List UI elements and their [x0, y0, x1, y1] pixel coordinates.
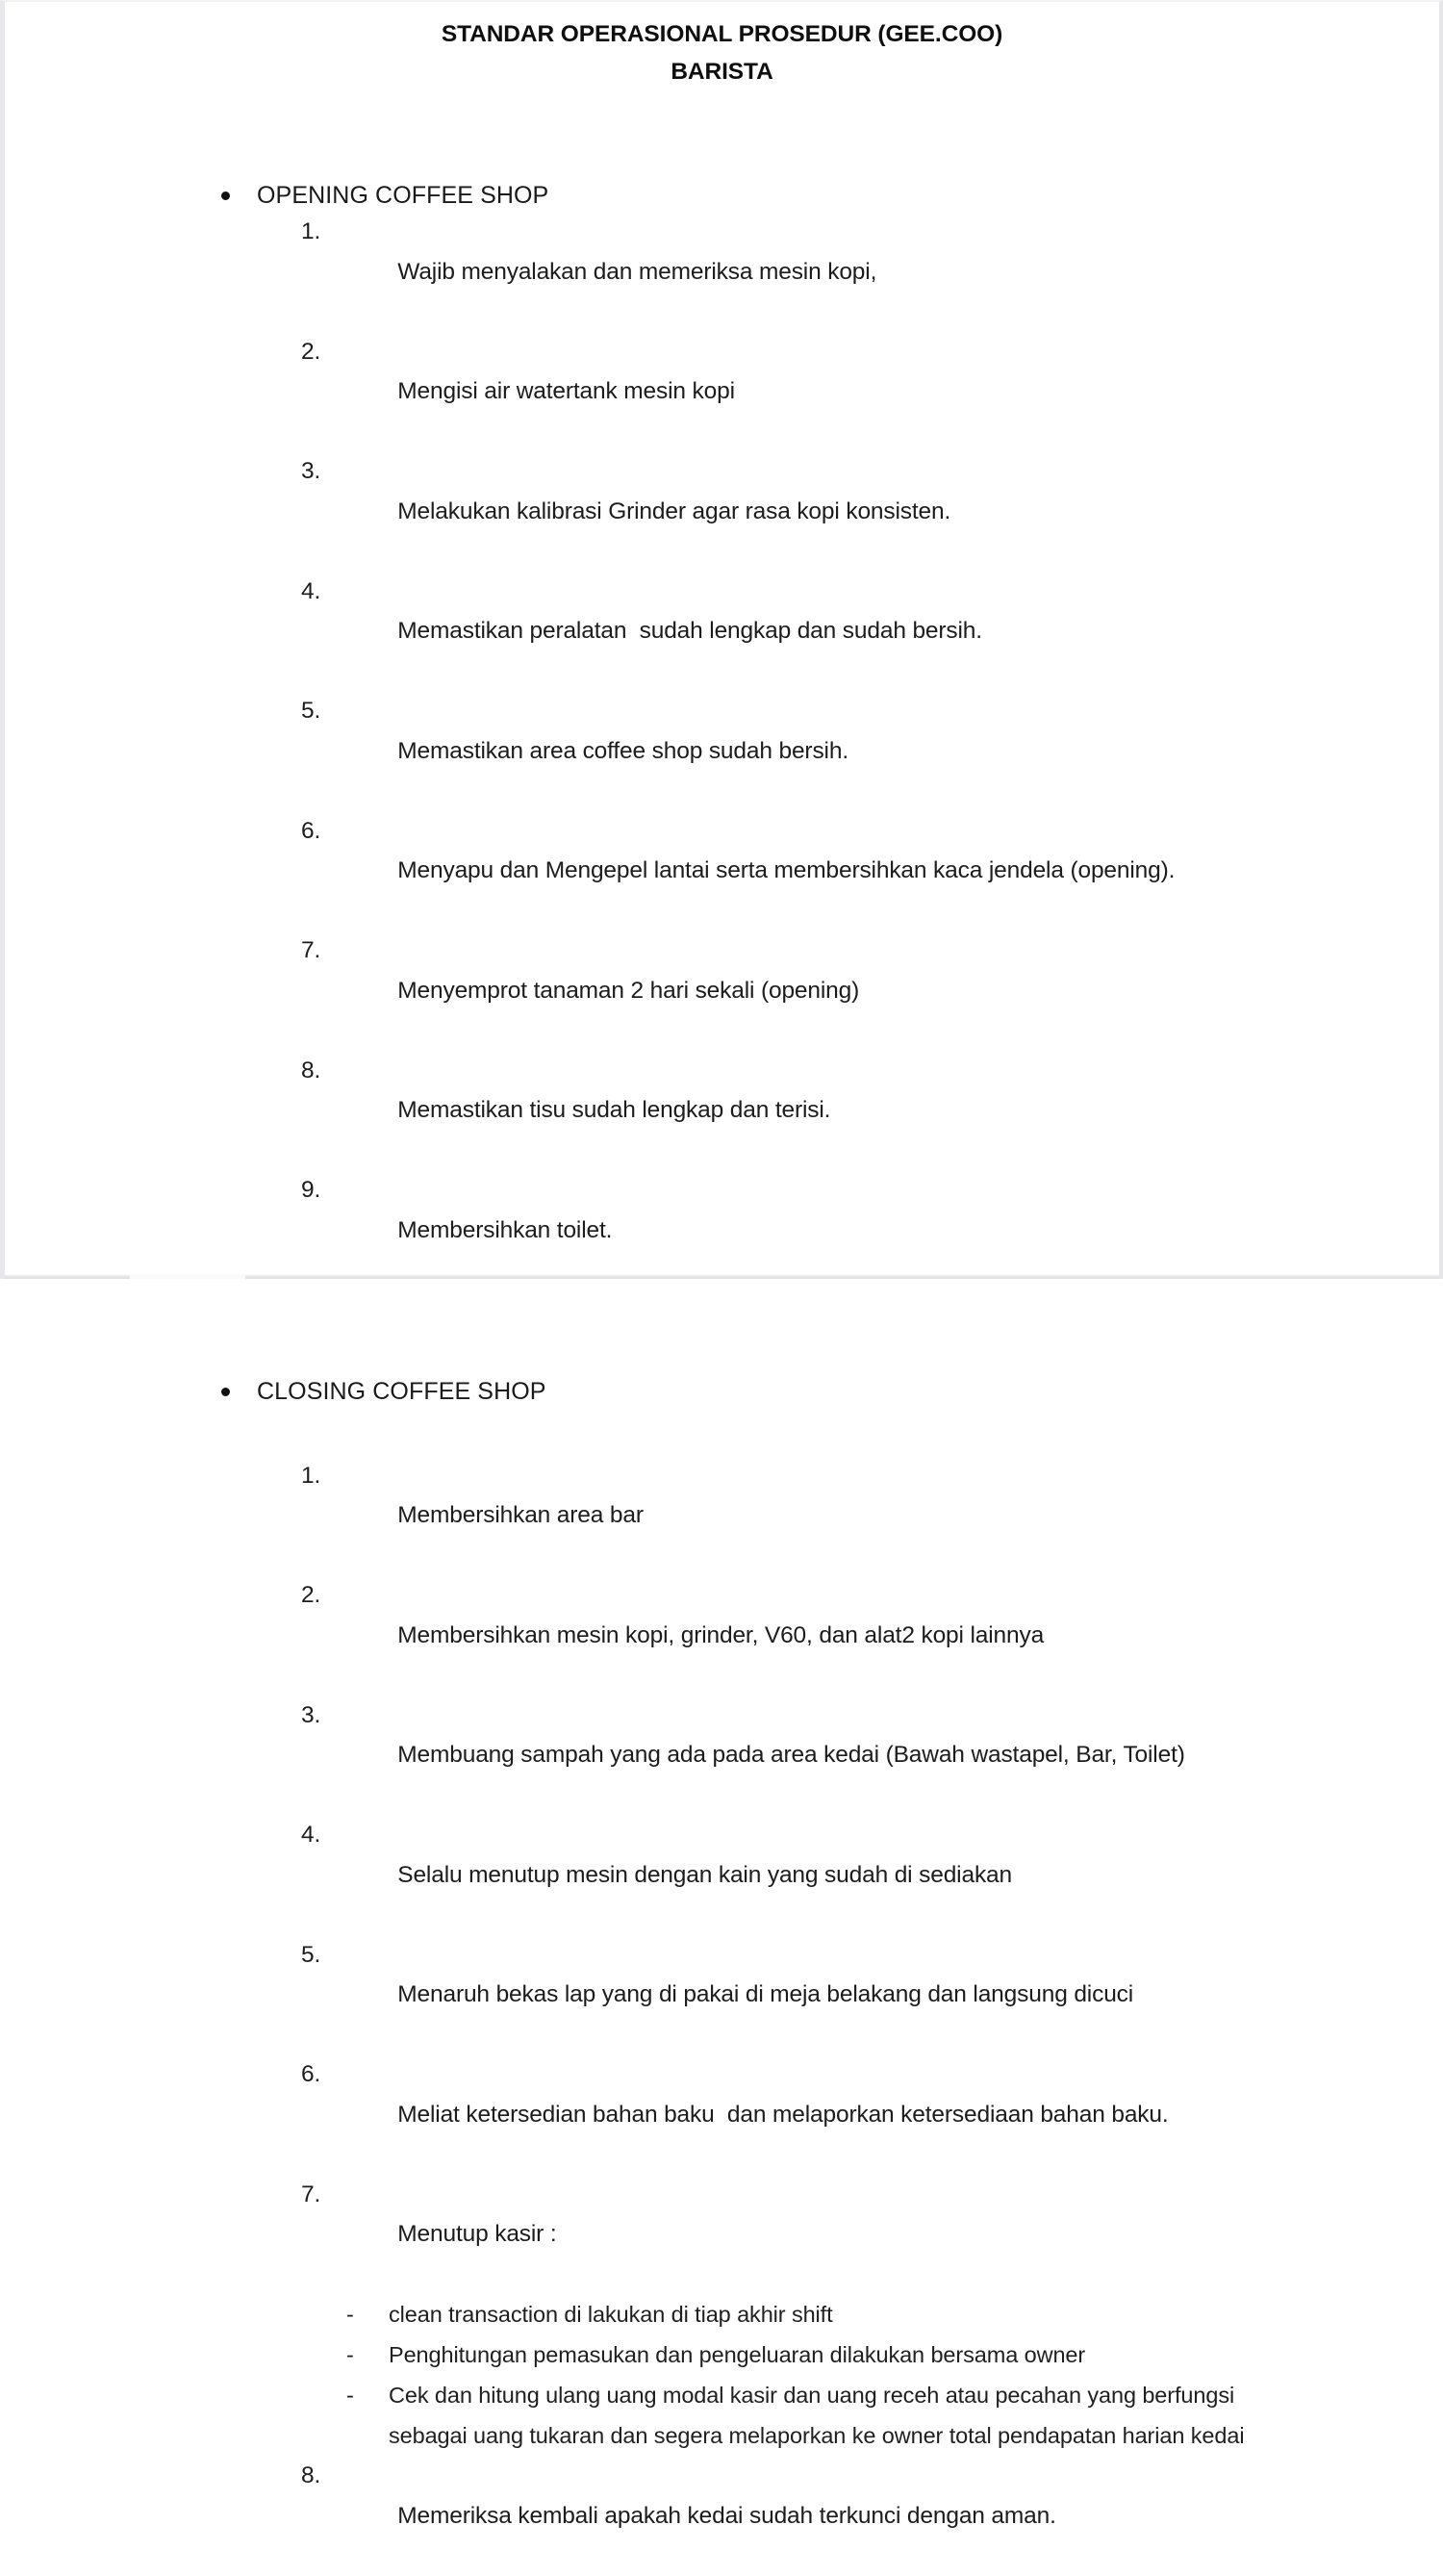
- kasir-sub-list: [5, 2294, 1439, 2456]
- list-item-number: 1.: [301, 218, 321, 244]
- list-item: [301, 1696, 1439, 1816]
- dash-marker-icon: -: [346, 2302, 354, 2327]
- list-item: [301, 1051, 1439, 1171]
- list-item-text: Membuang sampah yang ada pada area kedai (Bawah wastapel, Bar, Toilet): [397, 1742, 1185, 1768]
- list-item-number: 6.: [301, 817, 321, 844]
- sub-list-item: [346, 2294, 1439, 2334]
- list-item: [301, 2175, 1439, 2295]
- closing-task-list-continued: [5, 2456, 1439, 2576]
- list-item-number: 1.: [301, 1462, 321, 1489]
- sub-list-item: [346, 2334, 1439, 2375]
- list-item: [301, 931, 1439, 1051]
- list-item-text: Membersihkan area bar: [397, 1502, 644, 1528]
- list-item-number: 7.: [301, 937, 321, 963]
- bullet-dot-icon: [221, 191, 230, 200]
- document-body: [5, 90, 1439, 2576]
- section-heading-closing: [221, 1375, 1439, 1408]
- dash-marker-icon: -: [346, 2342, 354, 2367]
- dash-marker-icon: -: [346, 2383, 354, 2408]
- list-item-number: 5.: [301, 1941, 321, 1968]
- list-item-text: Memeriksa kembali apakah kedai sudah terkunci dengan aman.: [397, 2502, 1056, 2529]
- document-subtitle: BARISTA: [671, 59, 773, 85]
- sub-list-item: [346, 2375, 1278, 2456]
- list-item-number: 2.: [301, 338, 321, 365]
- list-item-text: Selalu menutup mesin dengan kain yang sudah di sediakan: [397, 1861, 1012, 1888]
- list-item: [301, 1575, 1439, 1696]
- section-heading-label: CLOSING COFFEE SHOP: [257, 1377, 546, 1405]
- page-bottom-edge: [5, 1272, 1439, 1279]
- list-item-text: Memastikan area coffee shop sudah bersih.: [397, 737, 848, 764]
- list-item-text: Menyemprot tanaman 2 hari sekali (opening): [397, 977, 860, 1004]
- list-item-number: 5.: [301, 698, 321, 724]
- list-item: [301, 691, 1439, 811]
- sub-list-item-text: Cek dan hitung ulang uang modal kasir dan uang receh atau pecahan yang berfungsi sebagai uang tukaran dan segera melaporkan ke owner total pendapatan harian kedai: [389, 2383, 1245, 2448]
- section-heading-opening: [221, 179, 1439, 212]
- list-item-text: Menyapu dan Mengepel lantai serta membersihkan kaca jendela (opening).: [397, 857, 1176, 883]
- sub-list-item-text: Penghitungan pemasukan dan pengeluaran dilakukan bersama owner: [389, 2342, 1086, 2367]
- list-item-text: Membersihkan toilet.: [397, 1216, 613, 1243]
- list-item-text: Membersihkan mesin kopi, grinder, V60, dan alat2 kopi lainnya: [397, 1621, 1045, 1648]
- list-item-number: 8.: [301, 2462, 321, 2488]
- opening-task-list: [5, 212, 1439, 1290]
- list-item-text: Melakukan kalibrasi Grinder agar rasa kopi konsisten.: [397, 497, 951, 524]
- list-item: [301, 811, 1439, 931]
- list-item-number: 9.: [301, 1177, 321, 1203]
- list-item: [301, 212, 1439, 332]
- closing-task-list: [5, 1456, 1439, 2295]
- list-item: [301, 2054, 1439, 2175]
- section-heading-label: OPENING COFFEE SHOP: [257, 182, 549, 209]
- list-item-number: 7.: [301, 2181, 321, 2207]
- list-item-number: 3.: [301, 1701, 321, 1728]
- sub-list-item-text: clean transaction di lakukan di tiap akhir shift: [389, 2302, 833, 2327]
- list-item-text: Menutup kasir :: [397, 2221, 557, 2247]
- list-item: [301, 1935, 1439, 2055]
- list-item-text: Wajib menyalakan dan memeriksa mesin kopi,: [397, 258, 877, 285]
- list-item-number: 3.: [301, 458, 321, 484]
- list-item-number: 2.: [301, 1582, 321, 1608]
- list-item-number: 4.: [301, 577, 321, 604]
- list-item-number: 6.: [301, 2061, 321, 2087]
- list-item-text: Mengisi air watertank mesin kopi: [397, 378, 735, 404]
- list-item: [301, 451, 1439, 572]
- list-item: [301, 572, 1439, 692]
- list-item-text: Menaruh bekas lap yang di pakai di meja belakang dan langsung dicuci: [397, 1981, 1134, 2007]
- list-item: [301, 332, 1439, 452]
- list-item: [301, 1815, 1439, 1935]
- section-spacer: [5, 1290, 1439, 1375]
- list-item-number: 8.: [301, 1057, 321, 1084]
- bullet-dot-icon: [221, 1388, 230, 1396]
- list-item: [301, 1456, 1439, 1576]
- list-item-text: Memastikan tisu sudah lengkap dan terisi.: [397, 1097, 831, 1123]
- document-title: STANDAR OPERASIONAL PROSEDUR (GEE.COO): [441, 21, 1003, 47]
- list-item-number: 4.: [301, 1822, 321, 1848]
- list-item-text: Memastikan peralatan sudah lengkap dan sudah bersih.: [397, 618, 982, 644]
- list-item-text: Meliat ketersedian bahan baku dan melaporkan ketersediaan bahan baku.: [397, 2101, 1169, 2128]
- list-item: [301, 2456, 1439, 2576]
- closing-list-spacer: [5, 1408, 1439, 1456]
